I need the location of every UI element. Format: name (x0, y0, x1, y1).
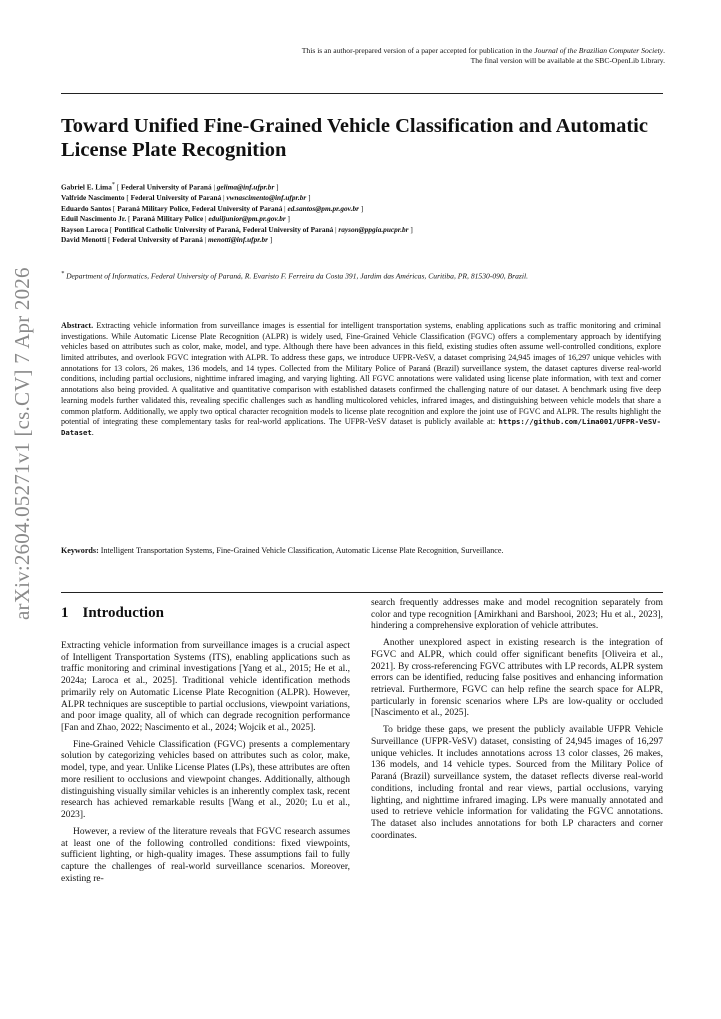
publication-notice (105, 46, 665, 66)
author-mark: * (111, 182, 115, 188)
author-list (61, 180, 661, 246)
author-email[interactable]: gelima@inf.ufpr.br (216, 182, 275, 192)
paragraph: Another unexplored aspect in existing research is the integration of FGVC and ALPR, which could offer significant benefits [Oliveira et al., 2021]. By cross-referencing FGVC attributes with LP records, ALPR system errors can be identified, reducing false positives and enhancing information retrieval. Furthermore, FGVC can help refine the search space for ALPR, particularly in forensic scenarios where LPs are low-quality or occluded [Nascimento et al., 2025]. (371, 638, 663, 719)
affiliation-mark: * (61, 270, 65, 277)
author-email[interactable]: eduiljunior@pm.pr.gov.br (208, 214, 286, 224)
author-name: Eduardo Santos (61, 203, 112, 213)
author-line: Rayson Laroca [ Pontifical Catholic University of Paraná, Federal University of Paraná | rayson@ppgia.pucpr.br ] (61, 224, 413, 234)
author-name: Valfride Nascimento (61, 193, 125, 203)
author-line: Gabriel E. Lima* [ Federal University of Paraná | gelima@inf.ufpr.br ] (61, 182, 279, 192)
author-line: Valfride Nascimento [ Federal University of Paraná | vwnascimento@inf.ufpr.br ] (61, 193, 311, 203)
author-affiliation: Paraná Military Police, Federal University of Paraná (117, 203, 283, 213)
keywords (61, 546, 661, 557)
arxiv-stamp: arXiv:2604.05271v1 [cs.CV] 7 Apr 2026 (10, 267, 34, 620)
journal-name: Journal of the Brazilian Computer Society (534, 46, 664, 55)
abstract-text: Extracting vehicle information from surveillance images is essential for intelligent transportation systems, enabling applications such as traffic monitoring and criminal investigations. While Automatic License Plate Recognition (ALPR) is widely used, Fine-Grained Vehicle Classification (FGVC) offers a complementary approach by identifying vehicles based on attributes such as color, make, model, and type. Although there have been advances in this field, existing studies often assume well-controlled conditions, explore limited attributes, and overlook FGVC integration with ALPR. To address these gaps, we introduce UFPR-VeSV, a dataset comprising 24,945 images of 16,297 unique vehicles with annotations for 13 colors, 26 makes, 136 models, and 14 types. Collected from the Military Police of Paraná (Brazil) surveillance system, the dataset captures diverse real-world conditions, including partial occlusions, nighttime infrared imaging, and varying lighting. All FGVC annotations were validated using license plate information, with text and corner annotations also being provided. A qualitative and quantitative comparison with established datasets confirmed the challenging nature of our dataset. A benchmark using five deep learning models further validated this, revealing specific challenges such as handling multicolored vehicles, infrared images, and distinguishing between vehicle models that share a common platform. Additionally, we apply two optical character recognition models to license plate recognition and explore the joint use of FGVC and ALPR. The results highlight the potential of integrating these complementary tasks for real-world applications. The UFPR-VeSV dataset is publicly available at: (61, 321, 662, 427)
section-title: Introduction (82, 605, 164, 621)
author-email[interactable]: menotti@inf.ufpr.br (208, 235, 268, 245)
author-affiliation: Federal University of Paraná (130, 193, 222, 203)
author-line: Eduardo Santos [ Paraná Military Police, Federal University of Paraná | ed.santos@pm.pr.gov.br ] (61, 203, 364, 213)
section-rule (61, 592, 663, 593)
author-email[interactable]: vwnascimento@inf.ufpr.br (226, 193, 307, 203)
author-affiliation: Federal University of Paraná (121, 182, 212, 192)
author-name: Eduil Nascimento Jr. (61, 214, 127, 224)
author-line: Eduil Nascimento Jr. [ Paraná Military Police | eduiljunior@pm.pr.gov.br ] (61, 214, 290, 224)
abstract: Abstract. Extracting vehicle information from surveillance images is essential for intelligent transportation systems, enabling applications such as traffic monitoring and criminal investigations. While Automatic License Plate Recognition (ALPR) is widely used, Fine-Grained Vehicle Classification (FGVC) offers a complementary approach by identifying vehicles based on attributes such as color, make, model, and type. Although there have been advances in this field, existing studies often assume well-controlled conditions, explore limited attributes, and overlook FGVC integration with ALPR. To address these gaps, we introduce UFPR-VeSV, a dataset comprising 24,945 images of 16,297 unique vehicles with annotations for 13 colors, 26 makes, 136 models, and 14 types. Collected from the Military Police of Paraná (Brazil) surveillance system, the dataset captures diverse real-world conditions, including partial occlusions, nighttime infrared imaging, and varying lighting. All FGVC annotations were validated using license plate information, with text and corner annotations also being provided. A qualitative and quantitative comparison with established datasets confirmed the challenging nature of our dataset. A benchmark using five deep learning models further validated this, revealing specific challenges such as handling multicolored vehicles, infrared images, and distinguishing between vehicle models that share a common platform. Additionally, we apply two optical character recognition models to license plate recognition and explore the joint use of FGVC and ALPR. The results highlight the potential of integrating these complementary tasks for real-world applications. The UFPR-VeSV dataset is publicly available at: https://github.com/Lima001/UFPR-VeSV-Dataset. (61, 321, 662, 437)
left-column (61, 641, 350, 885)
author-affiliation: Paraná Military Police (132, 214, 204, 224)
keywords-label: Keywords: (61, 546, 99, 555)
right-column (371, 598, 663, 842)
abstract-label: Abstract. (61, 321, 94, 330)
affiliation-footnote (61, 268, 661, 282)
section-number: 1 (61, 605, 69, 621)
notice-line-1: This is an author-prepared version of a paper accepted for publication in the Journal of the Brazilian Computer Society. (301, 46, 665, 55)
author-name: Gabriel E. Lima (61, 182, 112, 192)
author-name: Rayson Laroca (61, 224, 109, 234)
notice-line-2: The final version will be available at the SBC-OpenLib Library. (470, 56, 665, 65)
top-rule (61, 93, 663, 94)
dataset-url-link[interactable]: https://github.com/Lima001/UFPR-VeSV-Dataset (61, 417, 661, 437)
paper-title: Toward Unified Fine-Grained Vehicle Classification and Automatic License Plate Recognition (61, 115, 648, 161)
paragraph: To bridge these gaps, we present the publicly available UFPR Vehicle Surveillance (UFPR-VeSV) dataset, consisting of 24,945 images of 16,297 unique vehicles. It includes annotations across 13 color classes, 26 makes, 136 models, and 14 vehicle types. Sourced from the Military Police of Paraná (Brazil) surveillance system, the dataset reflects diverse real-world conditions, including frontal and rear views, partial occlusions, varying lighting, and nighttime infrared imaging. LPs were manually annotated and used to retrieve vehicle information for validating the FGVC annotations. The dataset also includes annotations for both LP characters and corner coordinates. (371, 725, 663, 841)
author-email[interactable]: rayson@ppgia.pucpr.br (338, 224, 409, 234)
author-name: David Menotti (61, 235, 107, 245)
affiliation-text: Department of Informatics, Federal University of Paraná, R. Evaristo F. Ferreira da Costa 391, Jardim das Américas, Curitiba, PR, 81530-090, Brazil. (66, 271, 529, 281)
keywords-text: Intelligent Transportation Systems, Fine-Grained Vehicle Classification, Automatic License Plate Recognition, Surveillance. (100, 546, 504, 555)
paragraph: However, a review of the literature reveals that FGVC research assumes at least one of the following controlled conditions: fixed viewpoints, sufficient lighting, or high-quality images. These assumptions fail to fully capture the challenges of real-world surveillance scenarios. Moreover, existing re- (61, 826, 350, 884)
paragraph: Fine-Grained Vehicle Classification (FGVC) presents a complementary solution by categorizing vehicles based on attributes such as color, make, model, type, and year. Unlike License Plates (LPs), these attributes are often more resilient to occlusions and viewpoint changes. Additionally, although distinguishing visually similar vehicles is an inherently complex task, recent research has achieved remarkable results [Wang et al., 2020; Lu et al., 2023]. (61, 739, 350, 821)
author-line: David Menotti [ Federal University of Paraná | menotti@inf.ufpr.br ] (61, 235, 273, 245)
author-email[interactable]: ed.santos@pm.pr.gov.br (287, 203, 359, 213)
author-affiliation: Pontifical Catholic University of Paraná, Federal University of Paraná (114, 224, 334, 234)
author-affiliation: Federal University of Paraná (112, 235, 203, 245)
paragraph: search frequently addresses make and model recognition separately from color and type recognition [Amirkhani and Barshooi, 2023; Hu et al., 2023], hindering a comprehensive exploration of vehicle attributes. (371, 598, 663, 632)
paragraph: Extracting vehicle information from surveillance images is a crucial aspect of Intelligent Transportation Systems (ITS), enabling applications such as traffic monitoring and criminal investigations [Yang et al., 2015; He et al., 2024a; Laroca et al., 2025]. Traditional vehicle identification methods primarily rely on Automatic License Plate Recognition (ALPR). However, ALPR techniques are susceptible to partial occlusions, viewpoint variations, and poor image quality, all of which can degrade recognition performance [Fan and Zhao, 2022; Nascimento et al., 2024; Wojcik et al., 2025]. (61, 641, 350, 734)
section-heading (61, 605, 164, 622)
